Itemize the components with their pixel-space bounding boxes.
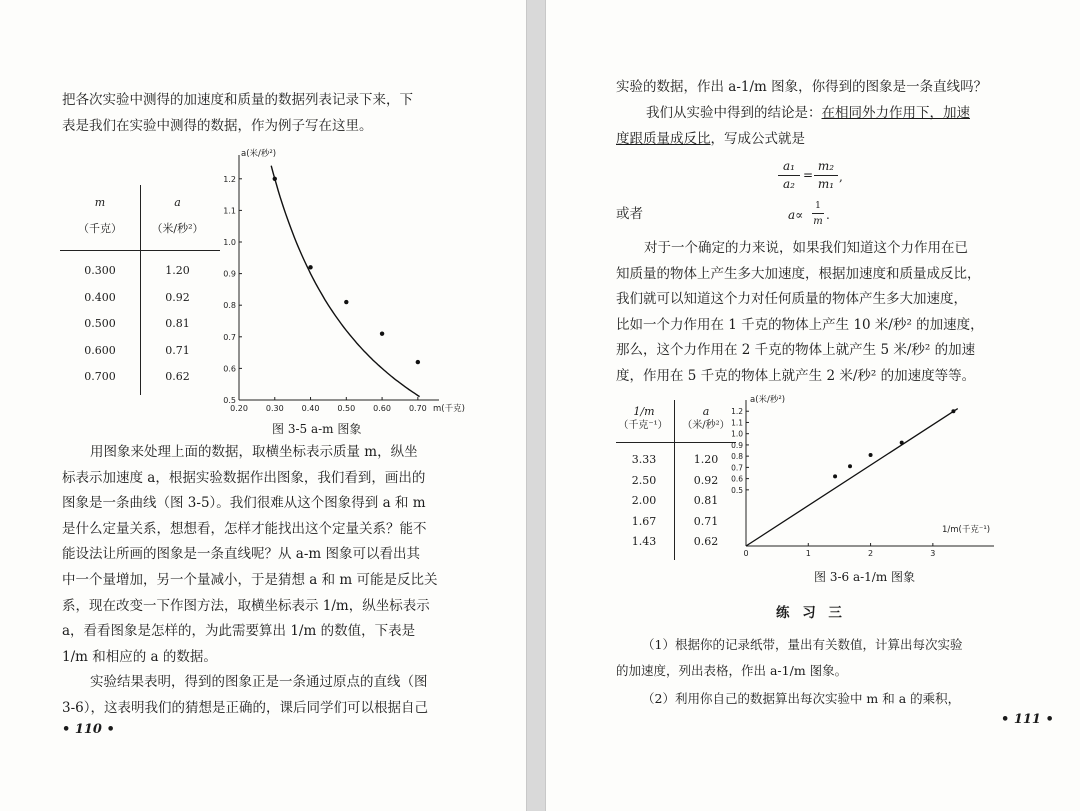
formula2-num: 1 xyxy=(815,201,821,211)
body-line: 用图象来处理上面的数据，取横坐标表示质量 m，纵坐 xyxy=(90,444,418,460)
body-line: 系，现在改变一下作图方法，取横坐标表示 1/m，纵坐标表示 xyxy=(62,597,430,614)
body-line: 度，作用在 5 千克的物体上就产生 2 米/秒² 的加速度等等。 xyxy=(616,368,976,384)
data-point xyxy=(848,464,852,468)
formula-a1: a₁ xyxy=(783,159,795,173)
table1-col2-unit: （米/秒²） xyxy=(151,222,204,235)
table1-col1-header: m xyxy=(94,196,106,209)
x-tick-label: 0.50 xyxy=(337,404,356,413)
data-point xyxy=(416,360,420,364)
body-line: 比如一个力作用在 1 千克的物体上产生 10 米/秒² 的加速度， xyxy=(616,316,984,333)
data-point xyxy=(273,177,277,181)
book-gutter xyxy=(526,0,546,811)
table-cell: 0.92 xyxy=(693,473,719,487)
x-tick-label: 0 xyxy=(743,549,749,558)
x-tick-label: 0.30 xyxy=(265,404,284,413)
right-conclusion-line-1 xyxy=(646,101,970,126)
y-tick-label: 0.7 xyxy=(223,332,236,342)
table-cell: 1.20 xyxy=(693,453,719,466)
right-conclusion-line-2 xyxy=(616,127,805,152)
y-tick-label: 1.0 xyxy=(731,429,743,439)
x-tick-label: 0.20 xyxy=(230,404,248,413)
formula-m1: m₁ xyxy=(817,177,835,191)
fit-curve xyxy=(271,166,419,397)
table2-divider-h xyxy=(616,442,736,443)
table-cell: 0.81 xyxy=(165,317,190,330)
table-cell: 0.81 xyxy=(693,494,719,507)
body-line: 知质量的物体上产生多大加速度，根据加速度和质量成反比， xyxy=(616,265,981,282)
y-tick-label: 0.6 xyxy=(731,474,743,484)
formula-bar-2 xyxy=(814,175,838,176)
table-cell: 0.300 xyxy=(84,264,116,277)
x-axis-label: 1/m(千克⁻¹) xyxy=(942,525,991,535)
body-line: 是什么定量关系，想想看，怎样才能找出这个定量关系？能不 xyxy=(62,520,427,537)
exercise-line-1: （1）根据你的记录纸带，量出有关数值，计算出每次实验 xyxy=(642,637,963,652)
formula2-bar xyxy=(812,213,824,214)
table-cell: 0.500 xyxy=(84,317,116,330)
formula-equals: = xyxy=(803,168,814,182)
table-cell: 0.62 xyxy=(165,370,190,383)
data-point xyxy=(869,453,873,457)
x-tick-label: 0.70 xyxy=(408,404,427,413)
table-divider-v xyxy=(140,185,141,395)
data-point xyxy=(308,265,312,269)
body-line: 图象是一条曲线（图 3-5）。我们很难从这个图象得到 a 和 m xyxy=(62,495,426,512)
table-cell: 0.71 xyxy=(165,343,190,357)
intro-line-2: 表是我们在实验中测得的数据，作为例子写在这里。 xyxy=(62,118,373,134)
conclusion-emph-1: 在相同外力作用下，加速 xyxy=(821,105,970,121)
table-cell: 0.700 xyxy=(84,370,116,383)
table-cell: 0.71 xyxy=(693,514,719,528)
y-tick-label: 0.6 xyxy=(223,364,236,374)
intro-line-1: 把各次实验中测得的加速度和质量的数据列表记录下来，下 xyxy=(62,92,413,108)
formula-bar-1 xyxy=(778,175,800,176)
table-cell: 2.00 xyxy=(631,494,657,507)
data-point xyxy=(900,441,904,445)
exercise-line-3: （2）利用你自己的数据算出每次实验中 m 和 a 的乘积， xyxy=(642,691,961,706)
y-tick-label: 0.5 xyxy=(223,396,236,405)
body-line: 对于一个确定的力来说，如果我们知道这个力作用在已 xyxy=(644,240,968,256)
table-cell: 0.400 xyxy=(84,290,116,304)
data-point xyxy=(833,474,837,478)
x-tick-label: 0.40 xyxy=(301,404,320,413)
or-label: 或者 xyxy=(616,206,643,222)
body-line: 那么，这个力作用在 2 千克的物体上就产生 5 米/秒² 的加速 xyxy=(616,342,976,359)
body-line: 3-6），这表明我们的猜想是正确的，课后同学们可以根据自己 xyxy=(62,700,428,716)
table-cell: 1.20 xyxy=(165,264,190,277)
y-tick-label: 1.2 xyxy=(731,407,743,417)
chart-a-inv-m xyxy=(724,392,1014,572)
data-point xyxy=(380,331,384,335)
right-top-line-1: 实验的数据，作出 a-1/m 图象，你得到的图象是一条直线吗？ xyxy=(616,79,988,95)
formula2-den: m xyxy=(813,216,823,227)
y-tick-label: 0.5 xyxy=(731,485,743,495)
y-axis-label: a(米/秒²) xyxy=(750,395,786,405)
table1-col1-unit: （千克） xyxy=(78,222,122,235)
table-cell: 0.92 xyxy=(165,290,190,304)
table1-col2-header: a xyxy=(174,196,181,209)
x-tick-label: 0.60 xyxy=(373,404,391,413)
x-tick-label: 1 xyxy=(805,549,811,558)
y-tick-label: 0.9 xyxy=(731,440,743,450)
data-point xyxy=(951,409,955,413)
body-line: 我们就可以知道这个力对任何质量的物体产生多大加速度， xyxy=(616,291,967,308)
x-axis-label: m(千克) xyxy=(433,404,465,414)
body-line: 能设法让所画的图象是一条直线呢？从 a-m 图象可以看出其 xyxy=(62,546,420,563)
page-number-111: • 111 • xyxy=(1001,712,1054,727)
y-tick-label: 1.1 xyxy=(223,206,236,216)
fit-line xyxy=(746,409,958,546)
formula-comma: , xyxy=(839,170,843,184)
right-page xyxy=(546,0,1080,811)
table-cell: 0.600 xyxy=(84,343,116,357)
fig-3-6-caption: 图 3-6 a-1/m 图象 xyxy=(814,570,916,584)
y-tick-label: 0.7 xyxy=(731,463,743,473)
x-tick-label: 3 xyxy=(930,549,936,558)
table-cell: 2.50 xyxy=(631,473,657,487)
page-number-110: • 110 • xyxy=(62,722,115,737)
data-point xyxy=(344,300,348,304)
table2-col2-header: a xyxy=(702,405,710,418)
body-line: 中一个量增加，另一个量减小，于是猜想 a 和 m 可能是反比关 xyxy=(62,572,438,588)
x-tick-label: 2 xyxy=(868,549,874,558)
conclusion-emph-2: 度跟质量成反比 xyxy=(616,131,711,147)
table-cell: 1.43 xyxy=(631,535,657,548)
y-tick-label: 0.8 xyxy=(223,301,236,311)
y-tick-label: 0.9 xyxy=(223,269,236,279)
table2-col1-header: 1/m xyxy=(633,405,655,418)
body-line: 标表示加速度 a，根据实验数据作出图象，我们看到，画出的 xyxy=(62,469,426,486)
formula-a2: a₂ xyxy=(783,177,795,191)
body-line: 实验结果表明，得到的图象正是一条通过原点的直线（图 xyxy=(90,674,428,691)
table2-col2-unit: （米/秒²） xyxy=(682,420,730,431)
table-cell: 0.62 xyxy=(693,535,719,548)
y-tick-label: 1.2 xyxy=(223,174,236,184)
formula2-left: a∝ xyxy=(788,208,804,222)
left-page xyxy=(0,0,526,811)
y-tick-label: 0.8 xyxy=(731,452,743,462)
formula-m2: m₂ xyxy=(817,159,835,173)
chart-a-m xyxy=(215,145,465,420)
table-cell: 1.67 xyxy=(631,514,657,528)
table2-col1-unit: （千克⁻¹） xyxy=(618,420,668,431)
exercise-line-2: 的加速度，列出表格，作出 a-1/m 图象。 xyxy=(616,663,848,678)
conclusion-prefix: 我们从实验中得到的结论是： xyxy=(646,105,822,121)
conclusion-suffix: ，写成公式就是 xyxy=(710,131,805,147)
body-line: a，看看图象是怎样的，为此需要算出 1/m 的数值，下表是 xyxy=(62,623,416,640)
fig-3-5-caption: 图 3-5 a-m 图象 xyxy=(272,422,362,436)
y-axis-label: a(米/秒²) xyxy=(241,149,277,159)
table-cell: 3.33 xyxy=(631,453,657,466)
body-line: 1/m 和相应的 a 的数据。 xyxy=(62,648,217,665)
y-tick-label: 1.0 xyxy=(223,238,236,247)
formula2-dot: . xyxy=(826,208,830,222)
y-tick-label: 1.1 xyxy=(731,418,743,428)
exercise-title: 练 习 三 xyxy=(776,605,846,621)
